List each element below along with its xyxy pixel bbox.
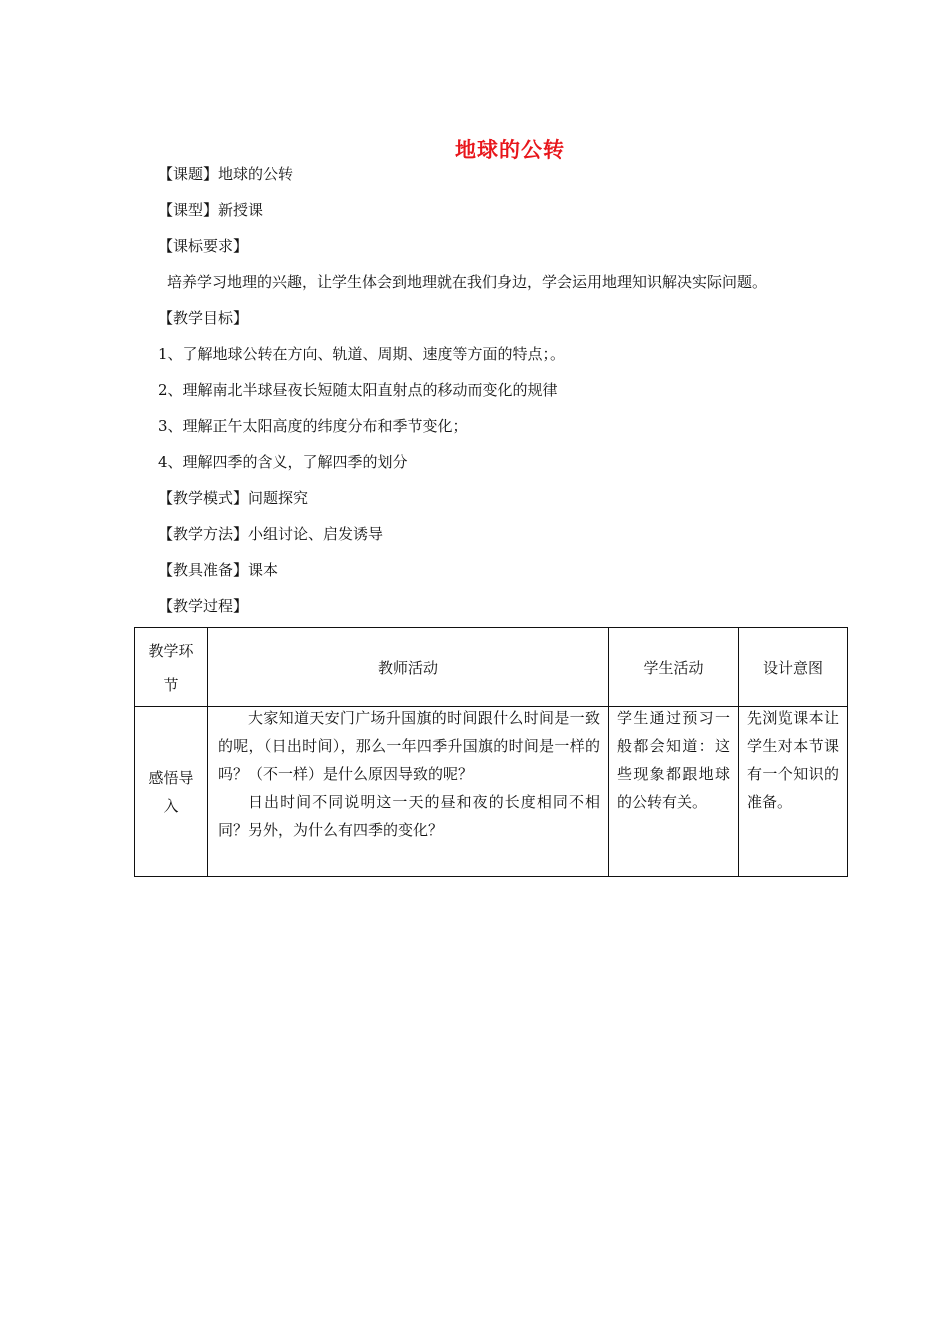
document-title: 地球的公转 xyxy=(455,137,565,162)
lesson-type-line: 【课型】新授课 xyxy=(158,201,264,219)
standard-heading: 【课标要求】 xyxy=(158,237,249,255)
table-header-row xyxy=(135,628,848,707)
row-teacher-activity xyxy=(208,707,609,877)
row-design-intent xyxy=(739,707,848,877)
objective-item: 4、理解四季的含义，了解四季的划分 xyxy=(158,453,408,471)
header-design: 设计意图 xyxy=(739,628,848,707)
header-stage-label: 教学环节 xyxy=(148,642,194,694)
teaching-tools-line: 【教具准备】课本 xyxy=(158,561,279,579)
teacher-paragraph: 大家知道天安门广场升国旗的时间跟什么时间是一致的呢，（日出时间），那么一年四季升国旗的时间是一样的吗？（不一样）是什么原因导致的呢？ xyxy=(218,709,600,783)
table-row xyxy=(135,707,848,877)
objective-item: 3、理解正午太阳高度的纬度分布和季节变化； xyxy=(158,417,468,435)
teaching-process-table xyxy=(134,627,848,877)
teacher-paragraph: 日出时间不同说明这一天的昼和夜的长度相同不相同？另外，为什么有四季的变化？ xyxy=(218,793,600,839)
standard-text: 培养学习地理的兴趣，让学生体会到地理就在我们身边，学会运用地理知识解决实际问题。 xyxy=(167,273,768,291)
header-teacher: 教师活动 xyxy=(208,628,609,707)
design-intent-text: 先浏览课本让学生对本节课有一个知识的准备。 xyxy=(747,709,839,811)
teaching-mode-line: 【教学模式】问题探究 xyxy=(158,489,309,507)
process-heading: 【教学过程】 xyxy=(158,597,249,615)
header-student: 学生活动 xyxy=(609,628,739,707)
header-stage xyxy=(135,628,208,707)
objectives-heading: 【教学目标】 xyxy=(158,309,249,327)
row-stage-label: 感悟导入 xyxy=(148,768,194,815)
row-stage xyxy=(135,707,208,877)
row-student-activity xyxy=(609,707,739,877)
objective-item: 2、理解南北半球昼夜长短随太阳直射点的移动而变化的规律 xyxy=(158,381,558,399)
teaching-method-line: 【教学方法】小组讨论、启发诱导 xyxy=(158,525,384,543)
objective-item: 1、了解地球公转在方向、轨道、周期、速度等方面的特点；。 xyxy=(158,345,566,363)
topic-line: 【课题】地球的公转 xyxy=(158,165,294,183)
student-activity-text: 学生通过预习一般都会知道：这些现象都跟地球的公转有关。 xyxy=(617,709,730,811)
